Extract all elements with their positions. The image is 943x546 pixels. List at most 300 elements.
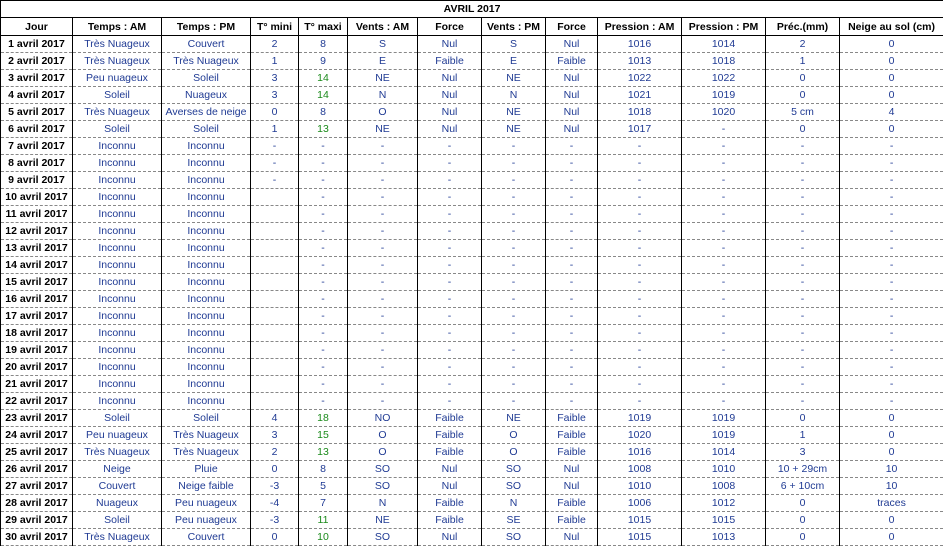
cell-jour: 26 avril 2017: [1, 461, 73, 478]
cell-temps-pm: Inconnu: [162, 223, 251, 240]
cell-force-pm: Faible: [546, 512, 598, 529]
cell-temps-am: Très Nuageux: [73, 444, 162, 461]
cell-precipitation: -: [766, 257, 840, 274]
cell-jour: 18 avril 2017: [1, 325, 73, 342]
cell-temps-pm: Inconnu: [162, 393, 251, 410]
cell-jour: 2 avril 2017: [1, 53, 73, 70]
cell-temp-min: [251, 257, 299, 274]
cell-temps-pm: Inconnu: [162, 308, 251, 325]
cell-temps-pm: Couvert: [162, 529, 251, 546]
cell-pressure-pm: 1015: [682, 512, 766, 529]
cell-wind-pm: -: [482, 206, 546, 223]
cell-wind-am: O: [348, 104, 418, 121]
cell-force-pm: -: [546, 342, 598, 359]
cell-wind-am: NE: [348, 70, 418, 87]
cell-temp-max: 15: [299, 427, 348, 444]
cell-jour: 22 avril 2017: [1, 393, 73, 410]
cell-force-pm: Nul: [546, 104, 598, 121]
cell-snow-depth: -: [840, 359, 943, 376]
cell-wind-pm: -: [482, 325, 546, 342]
cell-wind-am: -: [348, 240, 418, 257]
cell-temps-pm: Inconnu: [162, 291, 251, 308]
cell-jour: 13 avril 2017: [1, 240, 73, 257]
column-header-force-pm: Force: [546, 18, 598, 36]
cell-force-pm: Faible: [546, 410, 598, 427]
cell-jour: 4 avril 2017: [1, 87, 73, 104]
cell-snow-depth: 0: [840, 444, 943, 461]
cell-pressure-am: 1013: [598, 53, 682, 70]
cell-pressure-am: 1016: [598, 36, 682, 53]
cell-pressure-am: 1020: [598, 427, 682, 444]
cell-precipitation: -: [766, 342, 840, 359]
cell-temp-max: -: [299, 393, 348, 410]
cell-force-am: Faible: [418, 410, 482, 427]
cell-pressure-am: -: [598, 274, 682, 291]
column-header-temp-min: T° mini: [251, 18, 299, 36]
cell-pressure-am: -: [598, 359, 682, 376]
cell-temps-pm: Peu nuageux: [162, 495, 251, 512]
cell-temps-am: Inconnu: [73, 138, 162, 155]
cell-temp-min: 1: [251, 53, 299, 70]
cell-temps-pm: Inconnu: [162, 189, 251, 206]
cell-temp-max: 13: [299, 444, 348, 461]
table-row: [1, 393, 943, 410]
cell-force-pm: -: [546, 257, 598, 274]
cell-wind-am: -: [348, 257, 418, 274]
cell-force-pm: -: [546, 206, 598, 223]
column-header-temps-am: Temps : AM: [73, 18, 162, 36]
cell-temps-pm: Inconnu: [162, 274, 251, 291]
table-row: [1, 257, 943, 274]
cell-wind-am: S: [348, 36, 418, 53]
cell-temp-max: 8: [299, 104, 348, 121]
table-row: [1, 223, 943, 240]
cell-force-am: -: [418, 342, 482, 359]
cell-wind-pm: O: [482, 444, 546, 461]
cell-force-am: Nul: [418, 461, 482, 478]
cell-jour: 28 avril 2017: [1, 495, 73, 512]
cell-wind-pm: -: [482, 376, 546, 393]
cell-wind-pm: NE: [482, 70, 546, 87]
table-row: [1, 138, 943, 155]
cell-wind-pm: -: [482, 155, 546, 172]
cell-force-am: Faible: [418, 53, 482, 70]
cell-force-pm: -: [546, 223, 598, 240]
column-header-jour: Jour: [1, 18, 73, 36]
cell-jour: 11 avril 2017: [1, 206, 73, 223]
cell-snow-depth: 4: [840, 104, 943, 121]
cell-temp-max: -: [299, 274, 348, 291]
cell-temp-max: 14: [299, 87, 348, 104]
cell-force-am: -: [418, 172, 482, 189]
cell-temp-max: -: [299, 376, 348, 393]
cell-wind-am: N: [348, 495, 418, 512]
cell-force-am: -: [418, 189, 482, 206]
cell-wind-pm: -: [482, 223, 546, 240]
cell-jour: 16 avril 2017: [1, 291, 73, 308]
cell-pressure-am: 1019: [598, 410, 682, 427]
cell-wind-am: -: [348, 155, 418, 172]
cell-snow-depth: -: [840, 189, 943, 206]
cell-snow-depth: -: [840, 393, 943, 410]
cell-force-pm: -: [546, 274, 598, 291]
cell-temps-pm: Inconnu: [162, 342, 251, 359]
cell-temps-am: Inconnu: [73, 274, 162, 291]
cell-temps-pm: Neige faible: [162, 478, 251, 495]
cell-temps-am: Très Nuageux: [73, 104, 162, 121]
cell-force-pm: -: [546, 376, 598, 393]
cell-temp-min: -3: [251, 512, 299, 529]
column-header-temps-pm: Temps : PM: [162, 18, 251, 36]
cell-jour: 5 avril 2017: [1, 104, 73, 121]
cell-wind-am: -: [348, 325, 418, 342]
cell-snow-depth: 10: [840, 478, 943, 495]
cell-jour: 15 avril 2017: [1, 274, 73, 291]
column-header-snow-depth: Neige au sol (cm): [840, 18, 943, 36]
cell-snow-depth: -: [840, 376, 943, 393]
cell-force-pm: Faible: [546, 53, 598, 70]
cell-temps-am: Couvert: [73, 478, 162, 495]
cell-force-am: Nul: [418, 529, 482, 546]
cell-precipitation: 0: [766, 87, 840, 104]
cell-temp-min: 0: [251, 529, 299, 546]
cell-snow-depth: -: [840, 291, 943, 308]
cell-wind-pm: -: [482, 257, 546, 274]
cell-pressure-am: 1016: [598, 444, 682, 461]
cell-temps-am: Soleil: [73, 512, 162, 529]
cell-temp-max: 7: [299, 495, 348, 512]
table-row: [1, 155, 943, 172]
column-header-temp-max: T° maxi: [299, 18, 348, 36]
cell-temps-pm: Inconnu: [162, 325, 251, 342]
cell-temps-pm: Inconnu: [162, 155, 251, 172]
cell-pressure-pm: -: [682, 257, 766, 274]
cell-temps-am: Soleil: [73, 87, 162, 104]
cell-temp-min: -4: [251, 495, 299, 512]
cell-temp-min: 2: [251, 36, 299, 53]
cell-temps-am: Inconnu: [73, 172, 162, 189]
cell-temps-am: Soleil: [73, 121, 162, 138]
cell-force-am: Nul: [418, 70, 482, 87]
table-row: [1, 274, 943, 291]
cell-jour: 20 avril 2017: [1, 359, 73, 376]
cell-precipitation: 0: [766, 410, 840, 427]
cell-force-am: Faible: [418, 512, 482, 529]
table-row: [1, 325, 943, 342]
table-row: [1, 206, 943, 223]
cell-wind-pm: -: [482, 291, 546, 308]
table-row: [1, 36, 943, 53]
cell-temp-max: 8: [299, 36, 348, 53]
cell-temps-am: Inconnu: [73, 376, 162, 393]
cell-temp-min: 0: [251, 461, 299, 478]
cell-precipitation: -: [766, 240, 840, 257]
cell-snow-depth: -: [840, 325, 943, 342]
table-row: [1, 342, 943, 359]
cell-precipitation: -: [766, 206, 840, 223]
cell-pressure-pm: -: [682, 121, 766, 138]
cell-snow-depth: -: [840, 206, 943, 223]
cell-temp-max: -: [299, 155, 348, 172]
cell-pressure-pm: 1019: [682, 410, 766, 427]
cell-precipitation: 0: [766, 495, 840, 512]
cell-force-pm: Nul: [546, 478, 598, 495]
cell-precipitation: -: [766, 359, 840, 376]
cell-wind-pm: -: [482, 172, 546, 189]
cell-wind-pm: NE: [482, 410, 546, 427]
cell-snow-depth: traces: [840, 495, 943, 512]
table-row: [1, 87, 943, 104]
cell-force-pm: -: [546, 155, 598, 172]
cell-temp-min: [251, 189, 299, 206]
cell-jour: 24 avril 2017: [1, 427, 73, 444]
table-row: [1, 444, 943, 461]
cell-wind-am: -: [348, 308, 418, 325]
cell-wind-pm: -: [482, 342, 546, 359]
cell-temps-am: Inconnu: [73, 325, 162, 342]
cell-temp-min: 4: [251, 410, 299, 427]
cell-pressure-pm: -: [682, 172, 766, 189]
cell-temps-am: Inconnu: [73, 189, 162, 206]
cell-force-am: -: [418, 376, 482, 393]
cell-wind-pm: N: [482, 495, 546, 512]
table-row: [1, 376, 943, 393]
cell-wind-am: E: [348, 53, 418, 70]
cell-precipitation: -: [766, 291, 840, 308]
cell-snow-depth: 0: [840, 53, 943, 70]
cell-pressure-am: -: [598, 376, 682, 393]
cell-pressure-am: -: [598, 257, 682, 274]
cell-temps-am: Inconnu: [73, 291, 162, 308]
cell-snow-depth: 0: [840, 427, 943, 444]
cell-temp-max: -: [299, 257, 348, 274]
cell-pressure-am: 1010: [598, 478, 682, 495]
column-header-pressure-am: Pression : AM: [598, 18, 682, 36]
cell-force-am: -: [418, 206, 482, 223]
cell-temp-min: 1: [251, 121, 299, 138]
cell-jour: 21 avril 2017: [1, 376, 73, 393]
cell-jour: 30 avril 2017: [1, 529, 73, 546]
cell-temps-pm: Inconnu: [162, 240, 251, 257]
cell-force-am: -: [418, 138, 482, 155]
cell-wind-pm: SE: [482, 512, 546, 529]
table-row: [1, 427, 943, 444]
cell-wind-pm: SO: [482, 478, 546, 495]
cell-jour: 8 avril 2017: [1, 155, 73, 172]
cell-wind-pm: -: [482, 393, 546, 410]
cell-pressure-pm: 1014: [682, 36, 766, 53]
cell-pressure-pm: 1019: [682, 427, 766, 444]
cell-temp-max: 5: [299, 478, 348, 495]
cell-pressure-pm: 1010: [682, 461, 766, 478]
cell-force-am: -: [418, 393, 482, 410]
cell-wind-pm: -: [482, 138, 546, 155]
cell-temps-pm: Soleil: [162, 410, 251, 427]
cell-wind-pm: -: [482, 240, 546, 257]
cell-temps-am: Inconnu: [73, 223, 162, 240]
cell-snow-depth: -: [840, 257, 943, 274]
cell-temps-pm: Inconnu: [162, 206, 251, 223]
cell-wind-pm: SO: [482, 529, 546, 546]
cell-wind-am: NO: [348, 410, 418, 427]
cell-temp-max: -: [299, 359, 348, 376]
cell-pressure-am: -: [598, 291, 682, 308]
cell-precipitation: -: [766, 172, 840, 189]
cell-temp-max: -: [299, 223, 348, 240]
cell-snow-depth: -: [840, 172, 943, 189]
cell-pressure-am: -: [598, 223, 682, 240]
cell-pressure-am: -: [598, 138, 682, 155]
cell-pressure-pm: -: [682, 138, 766, 155]
cell-snow-depth: -: [840, 138, 943, 155]
cell-precipitation: -: [766, 189, 840, 206]
cell-temp-min: 3: [251, 87, 299, 104]
cell-temp-min: -: [251, 155, 299, 172]
cell-pressure-am: -: [598, 206, 682, 223]
cell-wind-am: NE: [348, 512, 418, 529]
cell-pressure-pm: -: [682, 274, 766, 291]
cell-pressure-am: -: [598, 240, 682, 257]
cell-snow-depth: -: [840, 223, 943, 240]
cell-wind-pm: E: [482, 53, 546, 70]
cell-jour: 29 avril 2017: [1, 512, 73, 529]
cell-pressure-pm: -: [682, 206, 766, 223]
cell-force-am: Faible: [418, 495, 482, 512]
cell-pressure-pm: -: [682, 325, 766, 342]
cell-pressure-pm: 1008: [682, 478, 766, 495]
table-row: [1, 172, 943, 189]
cell-force-pm: Nul: [546, 70, 598, 87]
cell-pressure-pm: 1014: [682, 444, 766, 461]
cell-force-pm: Nul: [546, 529, 598, 546]
cell-temps-pm: Nuageux: [162, 87, 251, 104]
table-row: [1, 291, 943, 308]
cell-wind-am: SO: [348, 478, 418, 495]
cell-force-pm: Nul: [546, 121, 598, 138]
cell-temps-pm: Pluie: [162, 461, 251, 478]
cell-temp-max: -: [299, 189, 348, 206]
cell-temp-min: [251, 376, 299, 393]
cell-temps-am: Inconnu: [73, 342, 162, 359]
column-header-precipitation: Préc.(mm): [766, 18, 840, 36]
column-header-wind-pm: Vents : PM: [482, 18, 546, 36]
cell-temp-min: [251, 359, 299, 376]
table-row: [1, 240, 943, 257]
table-row: [1, 53, 943, 70]
cell-temp-max: 8: [299, 461, 348, 478]
cell-pressure-am: -: [598, 155, 682, 172]
cell-force-pm: -: [546, 189, 598, 206]
cell-wind-pm: NE: [482, 104, 546, 121]
cell-pressure-pm: 1018: [682, 53, 766, 70]
cell-pressure-pm: -: [682, 376, 766, 393]
cell-force-pm: Nul: [546, 36, 598, 53]
cell-snow-depth: 0: [840, 410, 943, 427]
cell-wind-am: -: [348, 189, 418, 206]
cell-force-pm: -: [546, 359, 598, 376]
cell-precipitation: -: [766, 325, 840, 342]
table-row: [1, 512, 943, 529]
cell-force-am: Nul: [418, 121, 482, 138]
cell-snow-depth: 0: [840, 87, 943, 104]
cell-temps-am: Nuageux: [73, 495, 162, 512]
cell-wind-am: -: [348, 274, 418, 291]
cell-jour: 25 avril 2017: [1, 444, 73, 461]
cell-jour: 3 avril 2017: [1, 70, 73, 87]
cell-temp-min: [251, 308, 299, 325]
cell-temps-am: Très Nuageux: [73, 53, 162, 70]
cell-force-am: Nul: [418, 87, 482, 104]
cell-precipitation: -: [766, 155, 840, 172]
cell-precipitation: -: [766, 274, 840, 291]
cell-wind-am: O: [348, 444, 418, 461]
cell-pressure-am: -: [598, 189, 682, 206]
table-row: [1, 495, 943, 512]
cell-force-am: -: [418, 308, 482, 325]
cell-pressure-pm: 1022: [682, 70, 766, 87]
cell-wind-am: -: [348, 393, 418, 410]
cell-snow-depth: 0: [840, 529, 943, 546]
cell-precipitation: -: [766, 138, 840, 155]
cell-jour: 23 avril 2017: [1, 410, 73, 427]
cell-snow-depth: -: [840, 155, 943, 172]
cell-wind-pm: O: [482, 427, 546, 444]
cell-jour: 12 avril 2017: [1, 223, 73, 240]
cell-pressure-am: 1017: [598, 121, 682, 138]
cell-precipitation: 1: [766, 53, 840, 70]
table-row: [1, 410, 943, 427]
cell-temps-pm: Inconnu: [162, 257, 251, 274]
cell-pressure-pm: -: [682, 393, 766, 410]
cell-precipitation: -: [766, 308, 840, 325]
cell-force-pm: -: [546, 325, 598, 342]
cell-temps-am: Inconnu: [73, 308, 162, 325]
cell-force-am: -: [418, 240, 482, 257]
cell-temps-am: Très Nuageux: [73, 36, 162, 53]
cell-snow-depth: -: [840, 308, 943, 325]
cell-pressure-pm: -: [682, 189, 766, 206]
cell-temps-pm: Très Nuageux: [162, 53, 251, 70]
cell-snow-depth: -: [840, 274, 943, 291]
table-row: [1, 478, 943, 495]
cell-force-pm: -: [546, 393, 598, 410]
cell-pressure-pm: -: [682, 359, 766, 376]
cell-pressure-am: -: [598, 325, 682, 342]
table-title: AVRIL 2017: [1, 1, 943, 18]
cell-pressure-am: -: [598, 393, 682, 410]
cell-temps-pm: Inconnu: [162, 172, 251, 189]
cell-temp-min: -: [251, 172, 299, 189]
cell-temps-pm: Averses de neige: [162, 104, 251, 121]
column-header-wind-am: Vents : AM: [348, 18, 418, 36]
cell-temp-max: -: [299, 308, 348, 325]
table-row: [1, 461, 943, 478]
cell-pressure-am: 1022: [598, 70, 682, 87]
cell-force-am: Nul: [418, 478, 482, 495]
cell-temps-am: Inconnu: [73, 240, 162, 257]
cell-pressure-am: 1021: [598, 87, 682, 104]
cell-jour: 19 avril 2017: [1, 342, 73, 359]
cell-force-am: -: [418, 325, 482, 342]
cell-temps-am: Soleil: [73, 410, 162, 427]
cell-temp-max: -: [299, 342, 348, 359]
table-row: [1, 529, 943, 546]
cell-snow-depth: -: [840, 342, 943, 359]
cell-force-am: -: [418, 155, 482, 172]
cell-pressure-am: 1015: [598, 512, 682, 529]
table-row: [1, 359, 943, 376]
cell-temps-am: Inconnu: [73, 155, 162, 172]
